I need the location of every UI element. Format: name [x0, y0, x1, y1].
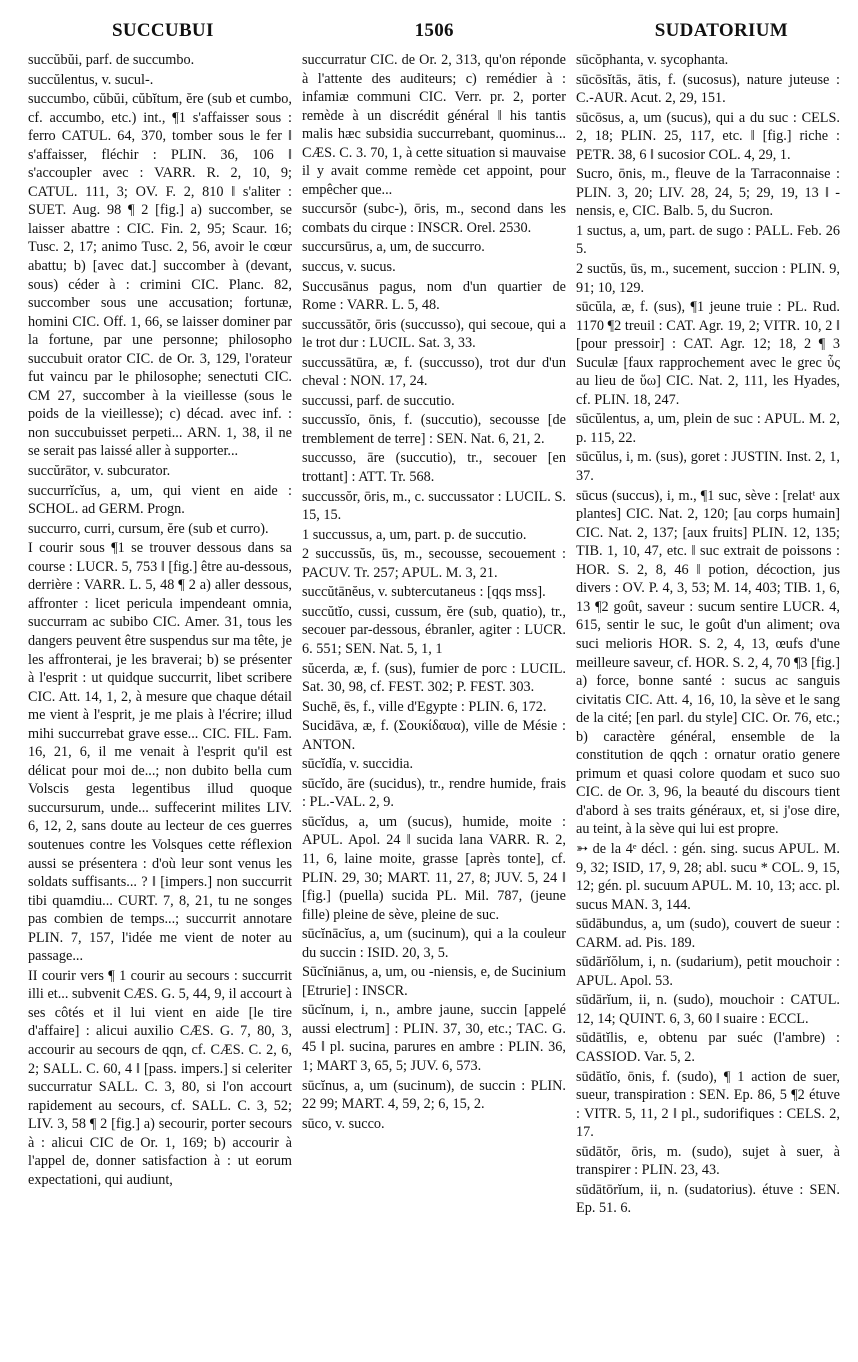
dictionary-entry: Sūcĭniānus, a, um, ou -niensis, e, de Sucinium [Etrurie] : INSCR.: [302, 964, 566, 999]
dictionary-entry: sūdātōrĭum, ii, n. (sudatorius). étuve : SEN. Ep. 51. 6.: [576, 1181, 840, 1217]
header-left-guide-word: SUCCUBUI: [112, 20, 214, 41]
dictionary-entry: succŭrātor, v. subcurator.: [28, 463, 171, 480]
page-number: 1506: [414, 20, 454, 41]
dictionary-entry: sūdārĭŏlum, i, n. (sudarium), petit mouchoir : APUL. Apol. 53.: [576, 954, 840, 989]
dictionary-entry: sūcĭnum, i, n., ambre jaune, succin [appelé aussi electrum] : PLIN. 37, 30, etc.; TAC. G. 45 ‖ pl. sucina, parures en ambre : PLIN. 36, 1; MART 3, 65, 5; JUV. 6, 573.: [302, 1002, 566, 1074]
dictionary-entry: succurratur CIC. de Or. 2, 313, qu'on réponde à l'attente des auditeurs; c) remédier à : infamiæ communi CIC. Verr. pr. 2, porter remède à un discrédit général ‖ his tantis malis hæc subsidia succurrebant, quominus... CÆS. C. 3. 70, 1, à cette situation si mauvaise il y avait comme remède cet appoint, pour empêcher que...: [302, 52, 566, 198]
dictionary-entry: sūcŭlus, i, m. (sus), goret : JUSTIN. Inst. 2, 1, 37.: [576, 449, 840, 485]
dictionary-entry: sūco, v. succo.: [302, 1115, 385, 1132]
dictionary-entry: Sucidāva, æ, f. (Σουκίδαυα), ville de Mésie : ANTON.: [302, 718, 566, 753]
dictionary-entry: sūcĭdo, āre (sucidus), tr., rendre humide, frais : PL.-VAL. 2, 9.: [302, 775, 566, 811]
dictionary-entry: succursūrus, a, um, de succurro.: [302, 239, 485, 256]
dictionary-entry: succussĭo, ōnis, f. (succutio), secousse [de tremblement de terre] : SEN. Nat. 6, 21, 2.: [302, 412, 566, 447]
dictionary-entry: II courir vers ¶ 1 courir au secours : succurrit illi et... subvenit CÆS. G. 5, 44, 9, il accourt à ses côtés et il lui vient en aide [le tire d'affaire] : alicui auxilio CÆS. G. 7, 80, 3, accourir au secours de qqn, cf. CÆS. C. 2, 6, 2; SALL. C. 60, 4 ‖ [pass. impers.] si celeriter succurratur SALL. C. 3, 80, si l'on accourt rapidement au secours, cf. SALL. C. 3, 52; LIV. 3, 58 ¶ 2 [fig.] a) secourir, porter secours à : alicui CIC de Or. 1, 169; b) accourir à l'appel de, donner satisfaction à : ut eorum expectationi, qui audiunt,: [28, 967, 292, 1188]
dictionary-entry: 1 succussus, a, um, part. p. de succutio.: [302, 526, 527, 543]
dictionary-entry: sūcōsĭtās, ātis, f. (sucosus), nature juteuse : C.-AUR. Acut. 2, 29, 151.: [576, 71, 840, 107]
dictionary-entry: sūcōsus, a, um (sucus), qui a du suc : CELS. 2, 18; PLIN. 25, 117, etc. ‖ [fig.] riche : PETR. 38, 6 ‖ sucosior COL. 4, 29, 1.: [576, 109, 840, 163]
text-columns: [28, 51, 844, 1218]
dictionary-entry: 1 suctus, a, um, part. de sugo : PALL. Feb. 26 5.: [576, 222, 840, 258]
dictionary-entry: 2 succussŭs, ūs, m., secousse, secouement : PACUV. Tr. 257; APUL. M. 3, 21.: [302, 546, 566, 581]
running-header: [28, 20, 844, 42]
dictionary-entry: succŭtĭo, cussi, cussum, ĕre (sub, quatio), tr., secouer par-dessous, ébranler, agiter : LUCR. 6. 551; SEN. Nat. 5, 1, 1: [302, 603, 566, 657]
dictionary-entry: Suchē, ēs, f., ville d'Egypte : PLIN. 6, 172.: [302, 698, 547, 715]
dictionary-entry: succusso, āre (succutio), tr., secouer [en trottant] : ATT. Tr. 568.: [302, 450, 566, 486]
column-2: [302, 51, 566, 1218]
dictionary-entry: succussi, parf. de succutio.: [302, 392, 455, 409]
dictionary-entry: ➳ de la 4ᵉ décl. : gén. sing. sucus APUL. M. 9, 32; ISID, 17, 9, 28; abl. sucu * COL. 9, 15, 12; gén. pl. sucuum APUL. M. 10, 13; acc. pl. sucus MAN. 3, 144.: [576, 840, 840, 913]
dictionary-entry: 2 suctŭs, ūs, m., sucement, succion : PLIN. 9, 91; 10, 129.: [576, 261, 840, 296]
dictionary-entry: sūdātĭo, ōnis, f. (sudo), ¶ 1 action de suer, sueur, transpiration : SEN. Ep. 86, 5 ¶2 étuve : VITR. 5, 11, 2 ‖ pl., sudorifiques : CELS. 2, 17.: [576, 1068, 840, 1141]
dictionary-entry: sūcŭla, æ, f. (sus), ¶1 jeune truie : PL. Rud. 1170 ¶2 treuil : CAT. Agr. 19, 2; VITR. 10, 2 ‖ [pour pressoir] : CAT. Agr. 12; 18, 2 ¶ 3 Suculæ [faux rapprochement avec le grec ὗς au lieu de ὕω] CIC. Nat. 2, 111, les Hyades, cf. PLIN. 18, 247.: [576, 299, 840, 408]
dictionary-entry: succurrĭcĭus, a, um, qui vient en aide : SCHOL. ad GERM. Progn.: [28, 482, 292, 518]
dictionary-entry: succussātūra, æ, f. (succusso), trot dur d'un cheval : NON. 17, 24.: [302, 354, 566, 390]
dictionary-entry: sūdātĭlis, e, obtenu par suéc (l'ambre) : CASSIOD. Var. 5, 2.: [576, 1030, 840, 1065]
dictionary-entry: sūcĭnus, a, um (sucinum), de succin : PLIN. 22 99; MART. 4, 59, 2; 6, 15, 2.: [302, 1077, 566, 1113]
dictionary-entry: Sucro, ōnis, m., fleuve de la Tarraconnaise : PLIN. 3, 20; LIV. 28, 24, 5; 29, 19, 13 ‖ -nensis, e, CIC. Balb. 5, du Sucron.: [576, 166, 840, 220]
dictionary-entry: sŭcerda, æ, f. (sus), fumier de porc : LUCIL. Sat. 30, 98, cf. FEST. 302; P. FEST. 303.: [302, 660, 566, 696]
dictionary-entry: I courir sous ¶1 se trouver dessous dans sa course : LUCR. 5, 753 ‖ [fig.] être au-dessous, derrière : VARR. L. 5, 48 ¶ 2 a) aller dessous, affronter : licet pericula impendeant omnia, succurram ac subibo CIC. Amer. 31, tous les dangers peuvent être suspendus sur ma tête, je les affronterai, je les braverai; b) se présenter à l'esprit : ut quidque succurrit, libet scribere CIC. Att. 14, 1, 2, à mesure que chaque détail me vient à l'esprit, je me plais à l'écrire; illud mihi succurrebat grave esse... CIC. FIL. Fam. 16, 21, 6, il me venait à l'esprit qu'il est délicat pour moi de...; non dubito bella cum Volscis gesta legentibus illud quoque succursurum, unde... suffecerint milites LIV. 6, 12, 2, sans doute au lecteur de ces guerres soutenues contre les Volsques cette réflexion aussi se présentera : d'où leur sont venus les soldats suffisants... ? ‖ [impers.] non succurrit tibi quamdiu... CURT. 7, 8, 21, tu ne songes pas combien de temps...; succurrit annotare PLIN. 7, 157, l'idée me vient de noter au passage...: [28, 540, 292, 965]
dictionary-entry: sūdātŏr, ōris, m. (sudo), sujet à suer, à transpirer : PLIN. 23, 43.: [576, 1143, 840, 1179]
dictionary-entry: succurro, curri, cursum, ĕre (sub et curro).: [28, 520, 269, 537]
dictionary-entry: succŭlentus, v. sucul-.: [28, 71, 154, 88]
header-right-guide-word: SUDATORIUM: [654, 20, 788, 41]
dictionary-entry: succŭtānĕus, v. subtercutaneus : [qqs mss].: [302, 584, 546, 601]
dictionary-entry: succussŏr, ōris, m., c. succussator : LUCIL. S. 15, 15.: [302, 488, 566, 524]
dictionary-entry: sūdābundus, a, um (sudo), couvert de sueur : CARM. ad. Pis. 189.: [576, 916, 840, 951]
dictionary-entry: Succusānus pagus, nom d'un quartier de Rome : VARR. L. 5, 48.: [302, 278, 566, 314]
dictionary-entry: succursŏr (subc-), ōris, m., second dans les combats du cirque : INSCR. Orel. 2530.: [302, 201, 566, 236]
dictionary-entry: sūdārĭum, ii, n. (sudo), mouchoir : CATUL. 12, 14; QUINT. 6, 3, 60 ‖ suaire : ECCL.: [576, 992, 840, 1027]
dictionary-entry: sūcĭdus, a, um (sucus), humide, moite : APUL. Apol. 24 ‖ sucida lana VARR. R. 2, 11, 6, laine moite, grasse [après tonte], cf. PLIN. 29, 30; MART. 11, 27, 8; JUV. 5, 24 ‖ [fig.] (puella) sucida PL. Mil. 787, (jeune fille) pleine de sève, pleine de suc.: [302, 813, 566, 923]
dictionary-entry: succumbo, cŭbŭi, cŭbĭtum, ĕre (sub et cumbo, cf. accumbo, etc.) int., ¶1 s'affaisser sous : ferro CATUL. 64, 370, tomber sous le fer ‖ s'affaisser, fléchir : PLIN. 36, 106 ‖ s'accoupler avec : VARR. R. 2, 10, 9; CATUL. 111, 3; OV. F. 2, 810 ‖ s'aliter : SUET. Aug. 98 ¶ 2 [fig.] a) succomber, se laisser abattre : CIC. Fin. 2, 95; Scaur. 16; Tusc. 2, 17; animo Tusc. 2, 56, avoir le cœur abattu; b) [avec dat.] succomber à (devant, sous) céder à : crimini CIC. Planc. 82, succomber sous une accusation; fortunæ, homini CIC. Off. 1, 66, se laisser dominer par la fortune, par une personne; philosopho succubuit orator CIC. de Or. 3, 129, l'orateur fut vaincu par le philosophe; senectuti CIC. CM 27, succomber à la vieillesse (sous le poids de la vieillesse); c) décad. avec inf. : non succubuisset perpeti... ARN. 1, 38, il ne se serait pas laissé aller à supporter...: [28, 91, 292, 460]
dictionary-entry: sūcus (succus), i, m., ¶1 suc, sève : [relatᵗ aux plantes] CIC. Nat. 2, 120; [au corps humain] CIC. Nat. 2, 137; [aux fruits] PLIN. 12, 135; TIB. 1, 10, 47, etc. ‖ suc extrait de poissons : HOR. S. 2, 8, 46 ‖ potion, décoction, jus divers : OV. P. 4, 3, 53; M. 14, 403; TIB. 1, 6, 13 ¶2 goût, saveur : sucum sentire LUCR. 4, 615, sentir le suc, le goût d'un aliment; ova suci melioris HOR. S. 2, 4, 13, œufs d'une meilleure saveur, cf. HOR. S. 2, 4, 70 ¶3 [fig.] a) force, bonne santé : sucus ac sanguis civitatis CIC. Att. 4, 16, 10, la sève et le sang de la cité; [en parl. du style] CIC. Or. 76, etc.; b) caractère général, ensemble de la constitution de qqch : ornatur oratio genere primum et quasi colore quodam et suco suo CIC. de Or. 3, 96, la beauté du discours tient d'abord à ses traits généraux, et, si j'ose dire, au teint, à la sève qui lui est propre.: [576, 487, 840, 838]
column-3: [576, 51, 840, 1218]
dictionary-entry: sūcĭnācĭus, a, um (sucinum), qui a la couleur du succin : ISID. 20, 3, 5.: [302, 926, 566, 961]
column-1: [28, 51, 292, 1218]
dictionary-entry: sūcŏphanta, v. sycophanta.: [576, 52, 729, 68]
dictionary-entry: sūcĭdĭa, v. succidia.: [302, 756, 414, 773]
dictionary-entry: succussātŏr, ōris (succusso), qui secoue, qui a le trot dur : LUCIL. Sat. 3, 33.: [302, 316, 566, 352]
dictionary-entry: succus, v. sucus.: [302, 259, 396, 276]
dictionary-entry: sūcŭlentus, a, um, plein de suc : APUL. M. 2, p. 115, 22.: [576, 411, 840, 446]
dictionary-entry: succŭbŭi, parf. de succumbo.: [28, 52, 195, 68]
